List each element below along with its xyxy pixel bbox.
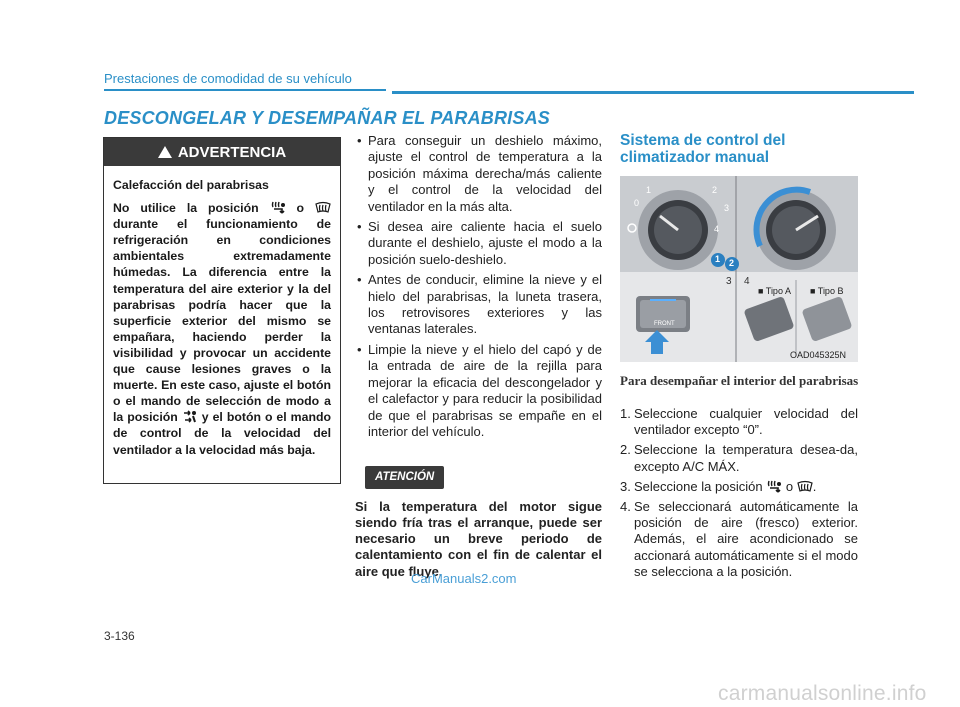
step-number: 3. [620,478,631,494]
front-button-label: FRONT [654,321,675,327]
list-item [620,499,858,580]
steps-list [620,406,858,584]
figure-caption: Para desempañar el interior del parabrisas [620,373,859,388]
defrost-icon [797,480,813,493]
climate-panel-illustration [620,176,858,362]
dial-number: 3 [724,203,730,213]
warning-box [103,137,341,484]
warning-header [104,138,340,166]
label-4: 4 [744,276,750,287]
warning-text-a: No utilice la posición [113,201,259,216]
list-item [620,406,858,438]
step-text: Seleccione la posición [634,478,763,494]
step-text: o [785,478,794,494]
list-item: • Antes de conducir, elimine la nieve y el hielo del parabrisas, la luneta trasera, los retrovisores exteriores y las ventanas laterales. [355,272,602,338]
face-mode-icon [182,410,198,423]
warning-heading: Calefacción del parabrisas [113,178,269,192]
step-number: 1. [620,406,631,421]
list-item: • Para conseguir un deshielo máximo, ajuste el control de temperatura a la posición máxima derecha/más caliente y el control de la velocidad del ventilador en la más alta. [355,133,602,215]
list-item [620,442,858,474]
warning-paragraph [113,200,331,458]
list-item: • Si desea aire caliente hacia el suelo durante el deshielo, ajuste el modo a la posición suelo-deshielo. [355,219,602,268]
type-b-label: ■ Tipo B [810,286,844,296]
warning-text-b: o [296,201,305,216]
middle-column [355,133,602,580]
callout-1: 1 [715,254,721,264]
footer-watermark[interactable]: carmanualsonline.info [718,682,927,705]
warning-body [104,166,340,458]
dial-number: 1 [646,185,652,195]
step-text: Seleccione la temperatura desea-da, excepto A/C MÁX. [634,442,858,474]
dial-number: 4 [714,224,720,234]
floor-defrost-mode-icon [270,201,286,214]
warning-label: ADVERTENCIA [177,143,287,161]
climate-control-figure [620,176,858,362]
attention-text: Si la temperatura del motor sigue siendo fría tras el arranque, puede ser necesario un breve periodo de calentamiento con el fin de calentar el aire que fluye. [355,498,602,579]
floor-defrost-mode-icon [766,480,782,493]
attention-badge: ATENCIÓN [365,466,444,488]
dial-number: 2 [712,185,718,195]
section-underline [104,89,386,91]
type-a-label: ■ Tipo A [758,286,791,296]
tips-list [355,133,602,440]
step-text: Seleccione cualquier velocidad del ventilador excepto “0”. [634,406,858,438]
warning-text-d: y el botón o el mando de control de la velocidad del ventilador a la velocidad más baja. [113,410,331,457]
list-item [620,479,858,495]
warning-triangle-icon [158,146,172,158]
warning-text-c: durante el funcionamiento de refrigeración en condiciones ambientales extremadamente húmedas. La diferencia entre la temperatura del aire exterior y la del parabrisas podría hacer que la superficie exterior del mismo se empañara, haciendo perder la visibilidad y provocar un accidente que cause lesiones graves o la muerte. En este caso, ajuste el botón o el mando de selección de modo a la posición [113,217,331,425]
page-title: DESCONGELAR Y DESEMPAÑAR EL PARABRISAS [104,108,550,128]
list-item: • Limpie la nieve y el hielo del capó y de la entrada de aire de la rejilla para mejorar la eficacia del descongelador y el calefactor y para reducir la posibilidad de que el parabrisas se empañe en el interior del vehículo. [355,342,602,440]
step-number: 4. [620,499,631,515]
step-text: . [812,478,817,494]
section-title: Sistema de control del climatizador manual [620,132,786,166]
step-number: 2. [620,442,631,458]
defrost-icon [315,201,331,214]
step-text: Se seleccionará automáticamente la posición de aire (fresco) exterior. Además, el aire acondicionado se accionará automáticamente si el modo se selecciona a la posición. [634,499,858,579]
figure-code: OAD045325N [790,350,847,360]
label-3: 3 [726,276,732,287]
watermark-link[interactable]: CarManuals2.com [411,571,517,586]
section-header: Prestaciones de comodidad de su vehículo [104,71,352,86]
header-rule [392,91,914,94]
dial-number: 0 [634,198,640,208]
page-number: 3-136 [104,629,135,643]
callout-2: 2 [729,258,735,268]
